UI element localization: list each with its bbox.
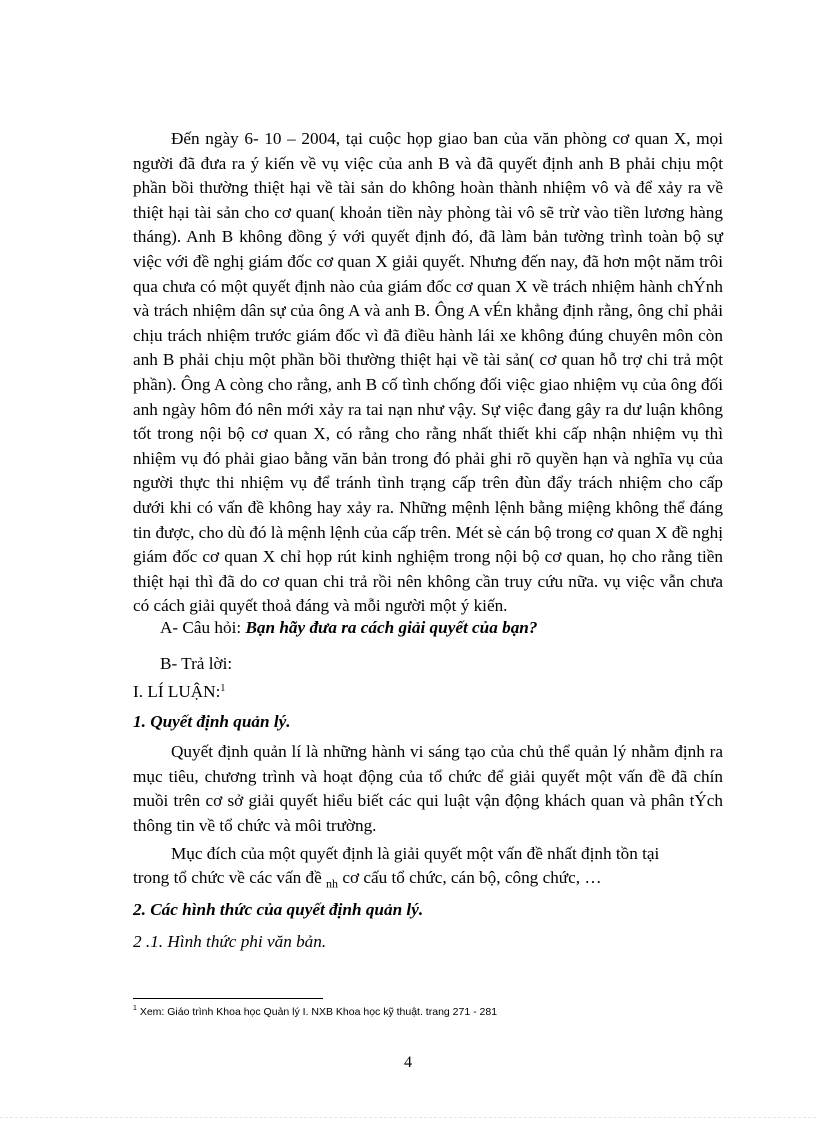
- section-title: [133, 680, 225, 704]
- heading-non-document-form: 2 .1. Hình thức phi văn bản.: [133, 932, 327, 951]
- footnote-text: Xem: Giáo trình Khoa học Quản lý I. NXB Khoa học kỹ thuật. trang 271 - 281: [136, 1006, 498, 1018]
- question-prefix: A- Câu hỏi:: [160, 618, 246, 637]
- footnote-divider: [133, 998, 323, 999]
- footnote-mark: 1: [133, 1005, 137, 1012]
- question-text: Bạn hãy đưa ra cách giải quyết của bạn?: [245, 618, 538, 637]
- paragraph-definition: Quyết định quản lí là những hành vi sáng tạo của chủ thể quản lý nhằm định ra mục tiêu, chương trình và hoạt động của tổ chức để giải quyết một vấn đề đã chín muồi trên cơ sở giải quyết hiểu biết các qui luật vận động khách quan và phân tÝch thông tin về tổ chức và môi trường.: [133, 742, 723, 835]
- answer-label: B- Trả lời:: [160, 654, 233, 673]
- page-bottom-edge: [0, 1117, 816, 1118]
- paragraph-purpose-line2: [133, 866, 602, 895]
- purpose-text-a: trong tổ chức về các vấn đề: [133, 868, 327, 887]
- section-title-text: I. LÍ LUẬN:: [133, 682, 221, 701]
- page-number: 4: [404, 1054, 412, 1071]
- footnote: [133, 1006, 497, 1018]
- purpose-text-b: cơ cấu tổ chức, cán bộ, công chức, …: [338, 868, 602, 887]
- purpose-subscript: nh: [326, 876, 339, 891]
- paragraph-purpose-line1: Mục đích của một quyết định là giải quyết một vấn đề nhất định tồn tại: [171, 844, 660, 863]
- heading-forms: 2. Các hình thức của quyết định quản lý.: [133, 900, 424, 919]
- question-line: [160, 616, 537, 640]
- footnote-reference: 1: [220, 683, 226, 694]
- heading-decision: 1. Quyết định quản lý.: [133, 712, 291, 731]
- paragraph-case-description: Đến ngày 6- 10 – 2004, tại cuộc họp giao ban của văn phòng cơ quan X, mọi người đã đưa ra ý kiến về vụ việc của anh B và đã quyết định anh B phải chịu một phần bồi thường thiệt hại về tài sản do không hoàn thành nhiệm vô và để xảy ra về thiệt hại tài sản cho cơ quan( khoản tiền này phòng tài vô sẽ trừ vào tiền lương hàng tháng). Anh B không đồng ý với quyết định đó, đã làm bản tường trình toàn bộ sự việc với đề nghị giám đốc cơ quan X giải quyết. Nhưng đến nay, đã hơn một năm trôi qua chưa có một quyết định nào của giám đốc cơ quan X về trách nhiệm hành chÝnh và trách nhiệm dân sự của ông A và anh B. Ông A vÉn khẳng định rằng, ông chỉ phải chịu trách nhiệm trước giám đốc vì đã điều hành lái xe không đúng chuyên môn còn anh B phải chịu một phần bồi thường thiệt hại về tài sản( cơ quan hỗ trợ chi trả một phần). Ông A còng cho rằng, anh B cố tình chống đối việc giao nhiệm vụ của ông đối anh ngày hôm đó nên mới xảy ra tai nạn như vậy. Sự việc đang gây ra dư luận không tốt trong nội bộ cơ quan X, có rằng cho rằng nhất thiết khi cấp nhận nhiệm vụ thì nhiệm vụ đó phải giao bằng văn bản trong đó phải ghi rõ quyền hạn và nghĩa vụ của người thực thi nhiệm vụ để tránh tình trạng cấp trên đùn đẩy trách nhiệm cho cấp dưới khi có vấn đề không hay xảy ra. Những mệnh lệnh bằng miệng không thể đáng tin được, cho dù đó là mệnh lệnh của cấp trên. Mét sè cán bộ trong cơ quan X đề nghị giám đốc cơ quan X chỉ họp rút kinh nghiệm trong nội bộ cơ quan, họ cho rằng tiền thiệt hại thì đã do cơ quan chi trả rồi nên không cần truy cứu nữa. vụ việc vẫn chưa có cách giải quyết thoả đáng và mỗi người một ý kiến.: [133, 129, 723, 616]
